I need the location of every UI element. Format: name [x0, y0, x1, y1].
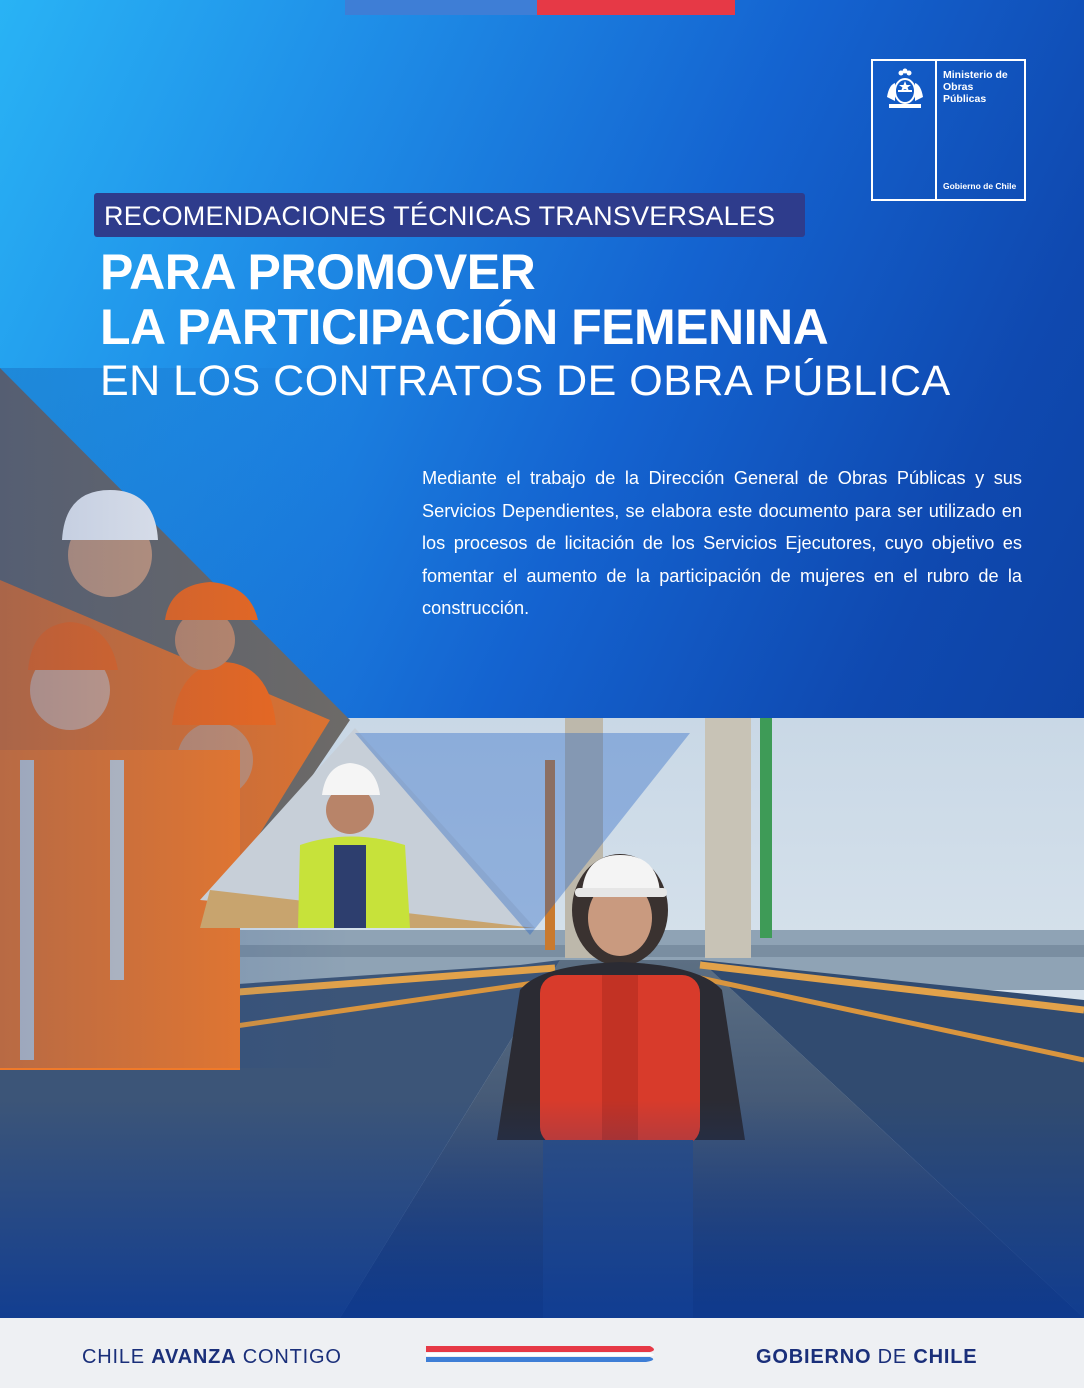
slogan-part-2: AVANZA	[151, 1346, 237, 1368]
footer-bar	[0, 1318, 1084, 1388]
footer-government	[756, 1346, 977, 1369]
coat-of-arms-icon	[881, 67, 929, 111]
gov-part-3: CHILE	[913, 1346, 978, 1368]
title-line-2: LA PARTICIPACIÓN FEMENINA	[100, 299, 829, 355]
footer-slogan	[82, 1346, 342, 1369]
gov-part-2: DE	[871, 1346, 914, 1368]
logo-divider	[935, 61, 937, 199]
title-line-1: PARA PROMOVER	[100, 244, 536, 300]
government-label: Gobierno de Chile	[943, 181, 1017, 191]
chile-flag-swoosh-icon	[424, 1342, 660, 1364]
gov-part-1: GOBIERNO	[756, 1346, 872, 1368]
ministry-logo	[871, 59, 1026, 201]
description-paragraph: Mediante el trabajo de la Dirección General de Obras Públicas y sus Servicios Dependientes, se elabora este documento para ser utilizado en los procesos de licitación de los Servicios Ejecutores, cuyo objetivo es fomentar el aumento de la participación de mujeres en el rubro de la construcción.	[422, 468, 1022, 618]
slogan-part-3: CONTIGO	[236, 1346, 342, 1368]
title-line-3: EN LOS CONTRATOS DE OBRA PÚBLICA	[100, 357, 951, 405]
subtitle-ribbon	[94, 193, 805, 237]
ministry-line-2: Obras	[943, 81, 974, 93]
ministry-name	[943, 69, 1023, 105]
ministry-line-3: Públicas	[943, 93, 987, 105]
ribbon-text: RECOMENDACIONES TÉCNICAS TRANSVERSALES	[104, 201, 776, 231]
ministry-line-1: Ministerio de	[943, 69, 1008, 81]
slogan-part-1: CHILE	[82, 1346, 152, 1368]
